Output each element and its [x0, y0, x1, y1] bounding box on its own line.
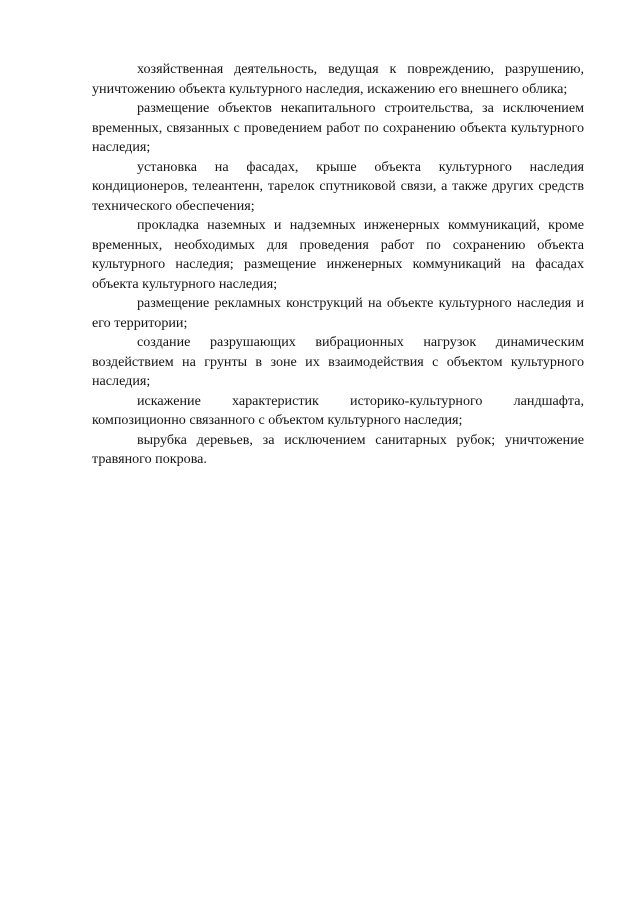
paragraph-vibration-loads: создание разрушающих вибрационных нагрузок динамическим воздействием на грунты в зоне их взаимодействия с объектом культурного наследия; [92, 334, 584, 389]
paragraph-advertising: размещение рекламных конструкций на объекте культурного наследия и его территории; [92, 295, 584, 331]
paragraph-facade-equipment: установка на фасадах, крыше объекта культурного наследия кондиционеров, телеантенн, тарелок спутниковой связи, а также других средств технического обеспечения; [92, 158, 584, 214]
paragraph-temporary-structures: размещение объектов некапитального строительства, за исключением временных, связанных с проведением работ по сохранению объекта культурного наследия; [92, 100, 584, 155]
paragraph-economic-activity: хозяйственная деятельность, ведущая к повреждению, разрушению, уничтожению объекта культурного наследия, искажению его внешнего облика; [92, 61, 584, 97]
paragraph-tree-felling: вырубка деревьев, за исключением санитарных рубок; уничтожение травяного покрова. [92, 431, 584, 467]
document-body [92, 60, 584, 470]
paragraph-landscape-distortion: искажение характеристик историко-культурного ландшафта, композиционно связанного с объектом культурного наследия; [92, 392, 584, 428]
paragraph-utility-lines: прокладка наземных и надземных инженерных коммуникаций, кроме временных, необходимых для проведения работ по сохранению объекта культурного наследия; размещение инженерных коммуникаций на фасадах объекта культурного наследия; [92, 217, 584, 292]
